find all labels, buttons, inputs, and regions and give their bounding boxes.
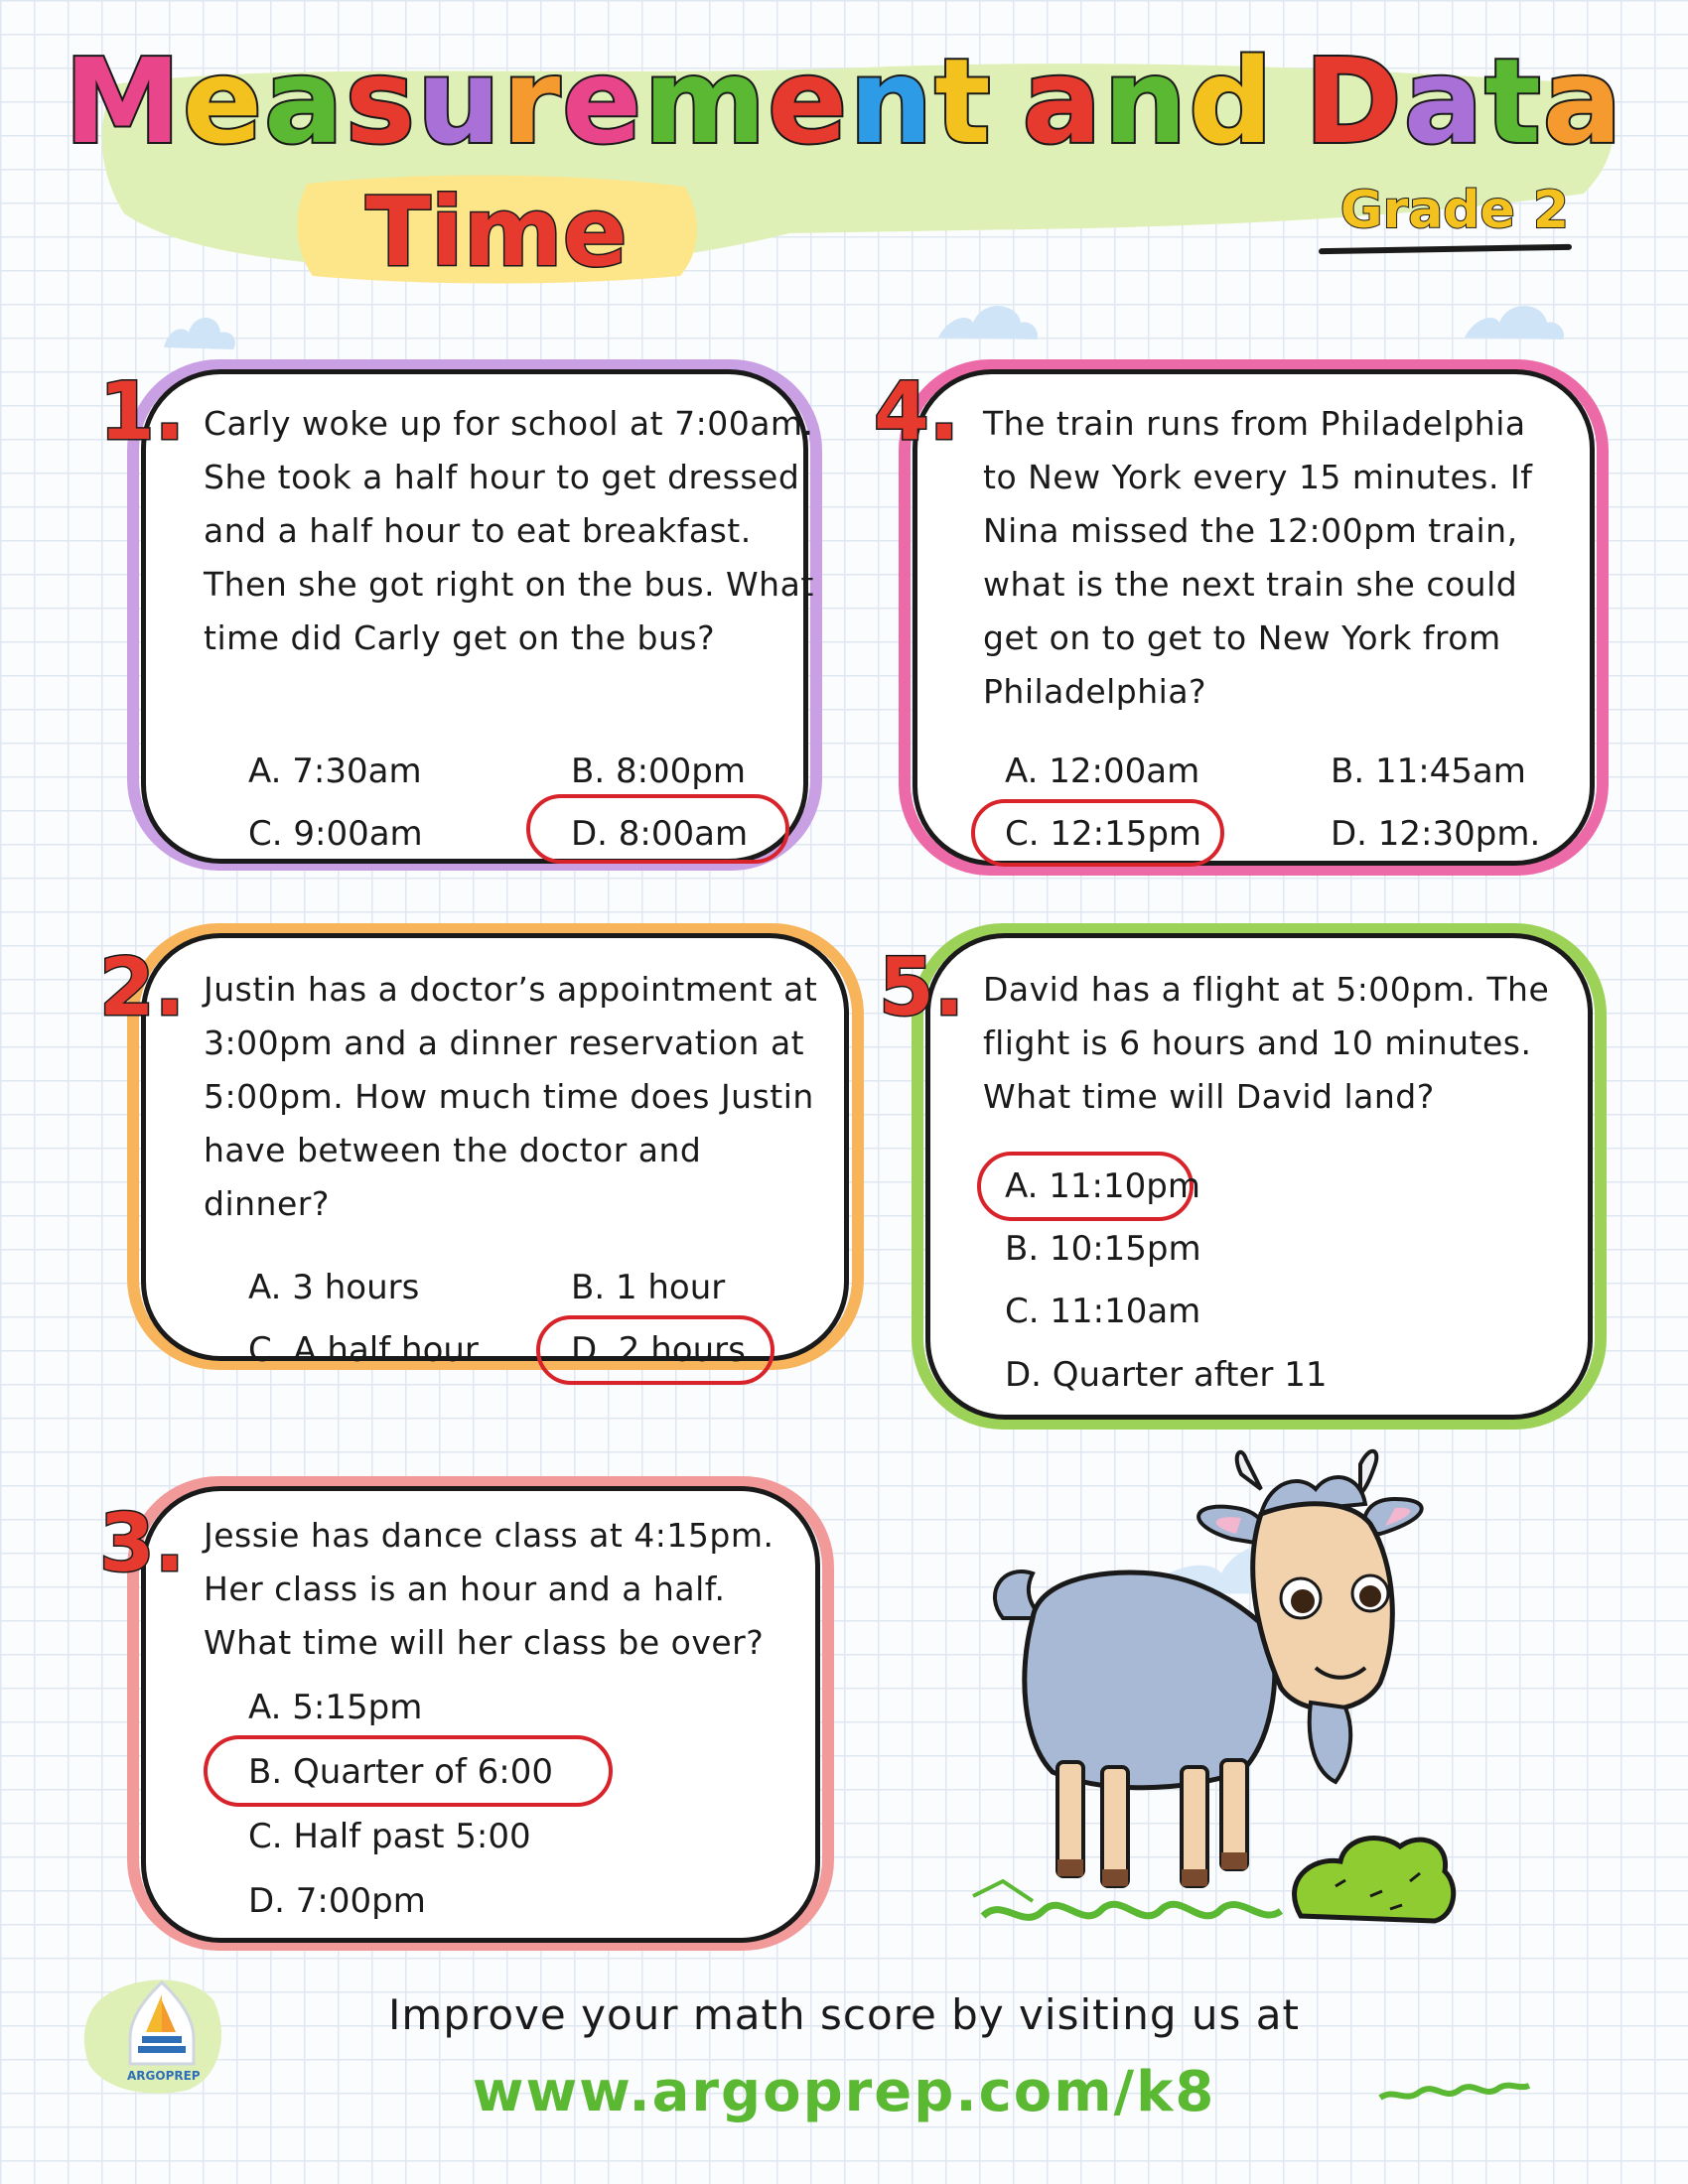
answer-option[interactable]: C. 12:15pm bbox=[1005, 814, 1202, 854]
footer-url-link[interactable]: www.argoprep.com/k8 bbox=[472, 2060, 1216, 2124]
title-letter: a bbox=[1403, 33, 1485, 170]
answer-option[interactable]: A. 11:10pm bbox=[1005, 1166, 1200, 1206]
answer-option[interactable]: A. 12:00am bbox=[1005, 751, 1200, 791]
answer-option[interactable]: A. 5:15pm bbox=[248, 1688, 423, 1727]
title-letter: n bbox=[1103, 33, 1190, 170]
answer-option[interactable]: C. Half past 5:00 bbox=[248, 1817, 531, 1856]
title-letter: a bbox=[1542, 33, 1624, 170]
grass-squiggle-icon bbox=[1375, 2070, 1534, 2110]
answer-option[interactable]: D. 7:00pm bbox=[248, 1881, 426, 1921]
answer-option[interactable]: C. 9:00am bbox=[248, 814, 423, 854]
title-letter: e bbox=[768, 33, 850, 170]
question-number: 1. bbox=[99, 365, 186, 458]
page-title bbox=[0, 33, 1688, 170]
title-letter: e bbox=[562, 33, 644, 170]
answer-option[interactable]: D. 8:00am bbox=[571, 814, 749, 854]
title-letter bbox=[1275, 38, 1305, 167]
title-letter: M bbox=[64, 33, 184, 170]
title-letter: u bbox=[416, 33, 502, 170]
answer-option[interactable]: B. Quarter of 6:00 bbox=[248, 1752, 554, 1792]
cloud-icon bbox=[159, 308, 238, 352]
answer-option[interactable]: A. 7:30am bbox=[248, 751, 422, 791]
title-letter: m bbox=[643, 33, 769, 170]
question-text: Jessie has dance class at 4:15pm. Her class is an hour and a half. What time will her class be over? bbox=[204, 1516, 774, 1662]
answer-option[interactable]: B. 11:45am bbox=[1331, 751, 1526, 791]
title-letter: a bbox=[1022, 33, 1104, 170]
answer-option[interactable]: C. A half hour bbox=[248, 1330, 479, 1370]
answer-option[interactable]: B. 1 hour bbox=[571, 1268, 726, 1307]
answer-option[interactable]: D. Quarter after 11 bbox=[1005, 1355, 1328, 1395]
cloud-icon bbox=[1460, 298, 1569, 342]
title-letter: t bbox=[934, 33, 993, 170]
question-text: Carly woke up for school at 7:00am. She took a half hour to get dressed and a half hour to eat breakfast. Then she got right on the bus. What time did Carly get on the bus? bbox=[204, 404, 814, 657]
answer-option[interactable]: D. 2 hours bbox=[571, 1330, 746, 1370]
title-letter: D bbox=[1304, 33, 1404, 170]
title-letter: s bbox=[345, 33, 417, 170]
logo-label: ARGOPREP bbox=[127, 2069, 201, 2083]
page-subtitle: Time bbox=[365, 177, 628, 288]
title-letter: d bbox=[1189, 33, 1275, 170]
question-text: The train runs from Philadelphia to New York every 15 minutes. If Nina missed the 12:00pm train, what is the next train she could get on to get to New York from Philadelphia? bbox=[983, 404, 1533, 711]
answer-option[interactable]: B. 10:15pm bbox=[1005, 1229, 1201, 1269]
answer-option[interactable]: A. 3 hours bbox=[248, 1268, 420, 1307]
question-number: 4. bbox=[874, 365, 960, 458]
title-letter: t bbox=[1484, 33, 1543, 170]
title-letter bbox=[993, 38, 1023, 167]
question-number: 2. bbox=[99, 941, 186, 1033]
question-text: Justin has a doctor’s appointment at 3:00pm and a dinner reservation at 5:00pm. How much time does Justin have between the doctor and dinner? bbox=[204, 970, 818, 1223]
question-number: 5. bbox=[879, 941, 965, 1033]
answer-option[interactable]: B. 8:00pm bbox=[571, 751, 746, 791]
answer-option[interactable]: D. 12:30pm. bbox=[1331, 814, 1541, 854]
cloud-icon bbox=[933, 298, 1043, 342]
title-letter: n bbox=[849, 33, 935, 170]
title-letter: a bbox=[264, 33, 346, 170]
answer-option[interactable]: C. 11:10am bbox=[1005, 1292, 1201, 1331]
grade-label: Grade 2 bbox=[1339, 181, 1570, 240]
goat-illustration bbox=[943, 1444, 1460, 1961]
question-text: David has a flight at 5:00pm. The flight is 6 hours and 10 minutes. What time will David land? bbox=[983, 970, 1550, 1116]
title-letter: e bbox=[183, 33, 265, 170]
title-letter: r bbox=[501, 33, 563, 170]
question-number: 3. bbox=[99, 1497, 186, 1589]
footer-text: Improve your math score by visiting us at bbox=[388, 1990, 1300, 2039]
